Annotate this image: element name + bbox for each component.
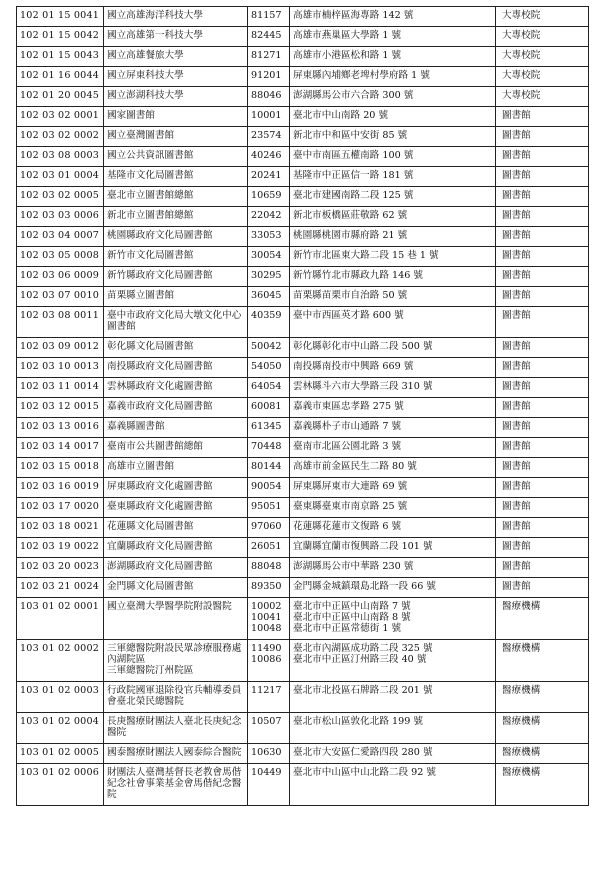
postal-code-cell xyxy=(248,418,290,438)
table-row xyxy=(17,87,589,107)
address: 臺北市中山南路 20 號 xyxy=(293,110,389,121)
postal-code-cell xyxy=(248,47,290,67)
category-cell: 圖書館 xyxy=(496,307,589,338)
institution-name-cell: 國立高雄餐旅大學 xyxy=(104,47,248,67)
address-cell xyxy=(290,478,496,498)
table-row xyxy=(17,247,589,267)
postal-code: 10449 xyxy=(251,767,282,778)
code-cell: 102 01 15 0043 xyxy=(17,47,104,67)
address-cell xyxy=(290,167,496,187)
category-cell: 圖書館 xyxy=(496,398,589,418)
address: 臺北市中正區中山南路 8 號 xyxy=(293,612,411,623)
postal-code: 61345 xyxy=(251,421,282,432)
code-cell: 102 03 08 0011 xyxy=(17,307,104,338)
postal-code: 22042 xyxy=(251,210,282,221)
code-cell: 102 01 15 0042 xyxy=(17,27,104,47)
postal-code-cell xyxy=(248,744,290,764)
postal-code: 90054 xyxy=(251,481,282,492)
table-row xyxy=(17,307,589,338)
address-cell xyxy=(290,267,496,287)
address: 桃園縣桃園市縣府路 21 號 xyxy=(293,230,408,241)
institution-name-cell: 新北市立圖書館總館 xyxy=(104,207,248,227)
postal-code: 88046 xyxy=(251,90,282,101)
table-row xyxy=(17,47,589,67)
postal-code-cell xyxy=(248,398,290,418)
category-cell: 醫療機構 xyxy=(496,713,589,744)
postal-code-cell xyxy=(248,147,290,167)
postal-code: 10086 xyxy=(251,654,282,665)
institution-name-cell: 行政院國軍退除役官兵輔導委員會臺北榮民總醫院 xyxy=(104,682,248,713)
address: 苗栗縣苗栗市自治路 50 號 xyxy=(293,290,408,301)
postal-code: 26051 xyxy=(251,541,282,552)
table-row xyxy=(17,764,589,806)
postal-code-cell xyxy=(248,307,290,338)
postal-code: 40246 xyxy=(251,150,282,161)
address-cell xyxy=(290,67,496,87)
postal-code: 23574 xyxy=(251,130,282,141)
category-cell: 圖書館 xyxy=(496,438,589,458)
institution-name-cell: 嘉義市政府文化局圖書館 xyxy=(104,398,248,418)
postal-code-cell xyxy=(248,207,290,227)
code-cell: 102 01 15 0041 xyxy=(17,7,104,27)
address-cell xyxy=(290,187,496,207)
postal-code-cell xyxy=(248,7,290,27)
address-cell xyxy=(290,682,496,713)
table-row xyxy=(17,578,589,598)
category-cell: 醫療機構 xyxy=(496,640,589,682)
table-row xyxy=(17,538,589,558)
category-cell: 大專校院 xyxy=(496,87,589,107)
address-cell xyxy=(290,598,496,640)
code-cell: 103 01 02 0005 xyxy=(17,744,104,764)
category-cell: 醫療機構 xyxy=(496,598,589,640)
code-cell: 103 01 02 0001 xyxy=(17,598,104,640)
category-cell: 圖書館 xyxy=(496,127,589,147)
code-cell: 102 03 09 0012 xyxy=(17,338,104,358)
category-cell: 圖書館 xyxy=(496,227,589,247)
address-cell xyxy=(290,338,496,358)
table-row xyxy=(17,598,589,640)
postal-code: 82445 xyxy=(251,30,282,41)
postal-code-cell xyxy=(248,187,290,207)
postal-code-cell xyxy=(248,764,290,806)
code-cell: 102 03 15 0018 xyxy=(17,458,104,478)
address: 澎湖縣馬公市中華路 230 號 xyxy=(293,561,414,572)
address: 臺北市建國南路二段 125 號 xyxy=(293,190,414,201)
postal-code-cell xyxy=(248,682,290,713)
code-cell: 102 03 12 0015 xyxy=(17,398,104,418)
code-cell: 102 03 03 0006 xyxy=(17,207,104,227)
category-cell: 圖書館 xyxy=(496,247,589,267)
address-cell xyxy=(290,418,496,438)
institution-name-line: 三軍總醫院汀州院區 xyxy=(107,665,194,676)
postal-code: 91201 xyxy=(251,70,282,81)
institution-name-cell: 新竹縣政府文化局圖書館 xyxy=(104,267,248,287)
postal-code: 54050 xyxy=(251,361,282,372)
institution-name-cell: 南投縣政府文化局圖書館 xyxy=(104,358,248,378)
postal-code-cell xyxy=(248,558,290,578)
address: 嘉義縣朴子市山通路 7 號 xyxy=(293,421,402,432)
address-cell xyxy=(290,287,496,307)
postal-code: 33053 xyxy=(251,230,282,241)
category-cell: 圖書館 xyxy=(496,147,589,167)
code-cell: 102 03 16 0019 xyxy=(17,478,104,498)
code-cell: 102 03 19 0022 xyxy=(17,538,104,558)
code-cell: 102 03 13 0016 xyxy=(17,418,104,438)
address: 雲林縣斗六市大學路三段 310 號 xyxy=(293,381,433,392)
table-row xyxy=(17,127,589,147)
postal-code-cell xyxy=(248,227,290,247)
postal-code: 10048 xyxy=(251,623,282,634)
code-cell: 102 01 20 0045 xyxy=(17,87,104,107)
address-cell xyxy=(290,307,496,338)
postal-code: 60081 xyxy=(251,401,282,412)
institution-name-cell: 嘉義縣圖書館 xyxy=(104,418,248,438)
code-cell: 103 01 02 0002 xyxy=(17,640,104,682)
address: 高雄市楠梓區海專路 142 號 xyxy=(293,10,414,21)
address-cell xyxy=(290,147,496,167)
postal-code-cell xyxy=(248,458,290,478)
address-cell xyxy=(290,27,496,47)
table-row xyxy=(17,744,589,764)
address: 臺北市中正區中山南路 7 號 xyxy=(293,601,411,612)
institution-table xyxy=(16,6,589,806)
category-cell: 圖書館 xyxy=(496,538,589,558)
institution-name-cell: 花蓮縣文化局圖書館 xyxy=(104,518,248,538)
postal-code: 10630 xyxy=(251,747,282,758)
code-cell: 102 03 20 0023 xyxy=(17,558,104,578)
postal-code-cell xyxy=(248,107,290,127)
institution-name-cell: 基隆市文化局圖書館 xyxy=(104,167,248,187)
postal-code-cell xyxy=(248,378,290,398)
postal-code: 50042 xyxy=(251,341,282,352)
category-cell: 大專校院 xyxy=(496,67,589,87)
table-row xyxy=(17,682,589,713)
institution-name-cell: 苗栗縣立圖書館 xyxy=(104,287,248,307)
postal-code-cell xyxy=(248,267,290,287)
postal-code: 95051 xyxy=(251,501,282,512)
code-cell: 102 03 06 0009 xyxy=(17,267,104,287)
category-cell: 醫療機構 xyxy=(496,744,589,764)
table-row xyxy=(17,27,589,47)
postal-code: 97060 xyxy=(251,521,282,532)
code-cell: 103 01 02 0006 xyxy=(17,764,104,806)
code-cell: 102 03 01 0004 xyxy=(17,167,104,187)
code-cell: 102 03 07 0010 xyxy=(17,287,104,307)
table-row xyxy=(17,438,589,458)
table-row xyxy=(17,358,589,378)
table-row xyxy=(17,378,589,398)
institution-name-cell: 金門縣文化局圖書館 xyxy=(104,578,248,598)
postal-code-cell xyxy=(248,287,290,307)
address: 屏東縣內埔鄉老埤村學府路 1 號 xyxy=(293,70,430,81)
address: 新竹縣竹北市縣政九路 146 號 xyxy=(293,270,423,281)
institution-name-cell: 新竹市文化局圖書館 xyxy=(104,247,248,267)
table-row xyxy=(17,227,589,247)
institution-name-cell: 國立高雄海洋科技大學 xyxy=(104,7,248,27)
address: 臺北市中正區汀州路三段 40 號 xyxy=(293,654,427,665)
address: 屏東縣屏東市大連路 69 號 xyxy=(293,481,408,492)
postal-code: 40359 xyxy=(251,310,282,321)
postal-code: 36045 xyxy=(251,290,282,301)
category-cell: 圖書館 xyxy=(496,267,589,287)
category-cell: 圖書館 xyxy=(496,498,589,518)
address: 臺中市西區英才路 600 號 xyxy=(293,310,404,321)
address-cell xyxy=(290,107,496,127)
address-cell xyxy=(290,438,496,458)
institution-name-cell: 雲林縣政府文化處圖書館 xyxy=(104,378,248,398)
table-row xyxy=(17,187,589,207)
address: 花蓮縣花蓮市文復路 6 號 xyxy=(293,521,402,532)
category-cell: 圖書館 xyxy=(496,107,589,127)
table-row xyxy=(17,107,589,127)
postal-code: 64054 xyxy=(251,381,282,392)
table-row xyxy=(17,713,589,744)
address: 彰化縣彰化市中山路二段 500 號 xyxy=(293,341,433,352)
address: 高雄市前金區民生二路 80 號 xyxy=(293,461,417,472)
address-cell xyxy=(290,558,496,578)
address-cell xyxy=(290,47,496,67)
address: 金門縣金城鎮環島北路一段 66 號 xyxy=(293,581,437,592)
address: 新北市板橋區莊敬路 62 號 xyxy=(293,210,408,221)
postal-code: 81271 xyxy=(251,50,282,61)
table-body xyxy=(17,7,589,806)
address: 臺北市中山區中山北路二段 92 號 xyxy=(293,767,437,778)
postal-code-cell xyxy=(248,538,290,558)
category-cell: 醫療機構 xyxy=(496,682,589,713)
postal-code: 10001 xyxy=(251,110,282,121)
address: 高雄市燕巢區大學路 1 號 xyxy=(293,30,402,41)
table-row xyxy=(17,558,589,578)
postal-code: 89350 xyxy=(251,581,282,592)
address: 臺北市北投區石牌路二段 201 號 xyxy=(293,685,433,696)
address-cell xyxy=(290,227,496,247)
category-cell: 圖書館 xyxy=(496,578,589,598)
code-cell: 102 03 10 0013 xyxy=(17,358,104,378)
institution-name-cell: 國立高雄第一科技大學 xyxy=(104,27,248,47)
table-row xyxy=(17,207,589,227)
postal-code: 80144 xyxy=(251,461,282,472)
address-cell xyxy=(290,87,496,107)
code-cell: 103 01 02 0004 xyxy=(17,713,104,744)
institution-name-cell: 澎湖縣政府文化局圖書館 xyxy=(104,558,248,578)
institution-name-cell: 臺東縣政府文化處圖書館 xyxy=(104,498,248,518)
address-cell xyxy=(290,358,496,378)
postal-code: 10507 xyxy=(251,716,282,727)
category-cell: 醫療機構 xyxy=(496,764,589,806)
table-row xyxy=(17,418,589,438)
institution-name-cell: 長庚醫療財團法人臺北長庚紀念醫院 xyxy=(104,713,248,744)
postal-code: 30295 xyxy=(251,270,282,281)
code-cell: 102 03 18 0021 xyxy=(17,518,104,538)
address-cell xyxy=(290,458,496,478)
address-cell xyxy=(290,578,496,598)
code-cell: 102 03 08 0003 xyxy=(17,147,104,167)
address-cell xyxy=(290,398,496,418)
code-cell: 102 03 02 0005 xyxy=(17,187,104,207)
postal-code: 11490 xyxy=(251,643,282,654)
category-cell: 圖書館 xyxy=(496,458,589,478)
address: 新竹市北區東大路二段 15 巷 1 號 xyxy=(293,250,439,261)
address: 臺北市大安區仁愛路四段 280 號 xyxy=(293,747,433,758)
category-cell: 圖書館 xyxy=(496,558,589,578)
institution-name-cell: 國立澎湖科技大學 xyxy=(104,87,248,107)
category-cell: 大專校院 xyxy=(496,47,589,67)
table-row xyxy=(17,398,589,418)
table-row xyxy=(17,7,589,27)
institution-name-line: 三軍總醫院附設民眾診療服務處內湖院區 xyxy=(107,643,242,665)
institution-name-cell: 彰化縣文化局圖書館 xyxy=(104,338,248,358)
category-cell: 圖書館 xyxy=(496,207,589,227)
category-cell: 圖書館 xyxy=(496,478,589,498)
code-cell: 102 03 14 0017 xyxy=(17,438,104,458)
postal-code: 20241 xyxy=(251,170,282,181)
address-cell xyxy=(290,538,496,558)
postal-code: 30054 xyxy=(251,250,282,261)
category-cell: 圖書館 xyxy=(496,378,589,398)
address: 臺東縣臺東市南京路 25 號 xyxy=(293,501,408,512)
institution-name-cell: 國立臺灣圖書館 xyxy=(104,127,248,147)
address-cell xyxy=(290,640,496,682)
postal-code: 10041 xyxy=(251,612,282,623)
category-cell: 圖書館 xyxy=(496,418,589,438)
postal-code: 88048 xyxy=(251,561,282,572)
institution-name-cell: 國立屏東科技大學 xyxy=(104,67,248,87)
address: 宜蘭縣宜蘭市復興路二段 101 號 xyxy=(293,541,433,552)
category-cell: 圖書館 xyxy=(496,338,589,358)
category-cell: 圖書館 xyxy=(496,358,589,378)
category-cell: 大專校院 xyxy=(496,7,589,27)
institution-name-cell: 桃園縣政府文化局圖書館 xyxy=(104,227,248,247)
postal-code-cell xyxy=(248,247,290,267)
code-cell: 102 01 16 0044 xyxy=(17,67,104,87)
postal-code: 10659 xyxy=(251,190,282,201)
institution-name-cell: 臺南市公共圖書館總館 xyxy=(104,438,248,458)
postal-code-cell xyxy=(248,578,290,598)
address: 臺中市南區五權南路 100 號 xyxy=(293,150,414,161)
address-cell xyxy=(290,247,496,267)
postal-code-cell xyxy=(248,338,290,358)
table-row xyxy=(17,338,589,358)
address-cell xyxy=(290,518,496,538)
table-row xyxy=(17,147,589,167)
table-row xyxy=(17,267,589,287)
category-cell: 圖書館 xyxy=(496,187,589,207)
postal-code-cell xyxy=(248,518,290,538)
institution-name-cell: 臺北市立圖書館總館 xyxy=(104,187,248,207)
postal-code: 70448 xyxy=(251,441,282,452)
address-cell xyxy=(290,764,496,806)
code-cell: 102 03 17 0020 xyxy=(17,498,104,518)
postal-code: 11217 xyxy=(251,685,282,696)
institution-name-cell: 高雄市立圖書館 xyxy=(104,458,248,478)
institution-name-cell: 宜蘭縣政府文化局圖書館 xyxy=(104,538,248,558)
postal-code-cell xyxy=(248,27,290,47)
institution-name-cell xyxy=(104,640,248,682)
postal-code-cell xyxy=(248,358,290,378)
address-cell xyxy=(290,744,496,764)
code-cell: 102 03 04 0007 xyxy=(17,227,104,247)
code-cell: 102 03 02 0002 xyxy=(17,127,104,147)
postal-code-cell xyxy=(248,67,290,87)
code-cell: 102 03 02 0001 xyxy=(17,107,104,127)
postal-code: 81157 xyxy=(251,10,282,21)
table-row xyxy=(17,498,589,518)
institution-name-cell: 財團法人臺灣基督長老教會馬偕紀念社會事業基金會馬偕紀念醫院 xyxy=(104,764,248,806)
address: 臺南市北區公園北路 3 號 xyxy=(293,441,402,452)
address-cell xyxy=(290,207,496,227)
code-cell: 102 03 21 0024 xyxy=(17,578,104,598)
category-cell: 圖書館 xyxy=(496,518,589,538)
address: 新北市中和區中安街 85 號 xyxy=(293,130,408,141)
table-row xyxy=(17,287,589,307)
postal-code-cell xyxy=(248,598,290,640)
address-cell xyxy=(290,378,496,398)
postal-code-cell xyxy=(248,167,290,187)
table-row xyxy=(17,67,589,87)
institution-name-cell: 國立臺灣大學醫學院附設醫院 xyxy=(104,598,248,640)
category-cell: 大專校院 xyxy=(496,27,589,47)
postal-code-cell xyxy=(248,438,290,458)
table-row xyxy=(17,458,589,478)
address-cell xyxy=(290,7,496,27)
address-cell xyxy=(290,713,496,744)
postal-code-cell xyxy=(248,498,290,518)
address: 南投縣南投市中興路 669 號 xyxy=(293,361,414,372)
postal-code: 10002 xyxy=(251,601,282,612)
postal-code-cell xyxy=(248,713,290,744)
code-cell: 103 01 02 0003 xyxy=(17,682,104,713)
address-cell xyxy=(290,498,496,518)
postal-code-cell xyxy=(248,640,290,682)
institution-name-cell: 國家圖書館 xyxy=(104,107,248,127)
table-row xyxy=(17,518,589,538)
institution-name-cell: 國泰醫療財團法人國泰綜合醫院 xyxy=(104,744,248,764)
address: 臺北市內湖區成功路二段 325 號 xyxy=(293,643,433,654)
table-row xyxy=(17,640,589,682)
postal-code-cell xyxy=(248,87,290,107)
address: 臺北市松山區敦化北路 199 號 xyxy=(293,716,423,727)
address-cell xyxy=(290,127,496,147)
address: 嘉義市東區忠孝路 275 號 xyxy=(293,401,404,412)
category-cell: 圖書館 xyxy=(496,167,589,187)
address: 基隆市中正區信一路 181 號 xyxy=(293,170,414,181)
postal-code-cell xyxy=(248,478,290,498)
institution-name-cell: 國立公共資訊圖書館 xyxy=(104,147,248,167)
table-row xyxy=(17,167,589,187)
code-cell: 102 03 11 0014 xyxy=(17,378,104,398)
institution-name-cell: 臺中市政府文化局大墩文化中心圖書館 xyxy=(104,307,248,338)
address: 高雄市小港區松和路 1 號 xyxy=(293,50,402,61)
institution-name-cell: 屏東縣政府文化處圖書館 xyxy=(104,478,248,498)
table-row xyxy=(17,478,589,498)
address: 臺北市中正區常德街 1 號 xyxy=(293,623,402,634)
address: 澎湖縣馬公市六合路 300 號 xyxy=(293,90,414,101)
code-cell: 102 03 05 0008 xyxy=(17,247,104,267)
category-cell: 圖書館 xyxy=(496,287,589,307)
postal-code-cell xyxy=(248,127,290,147)
